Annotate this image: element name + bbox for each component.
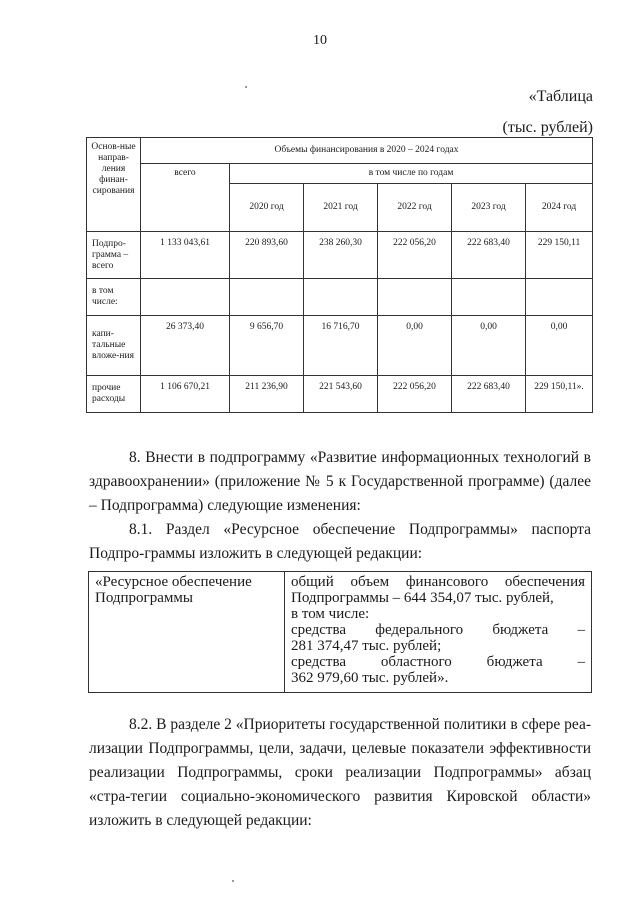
- cell-value: [526, 279, 593, 316]
- cell-value: [378, 279, 452, 316]
- cell-value: 220 893,60: [230, 232, 304, 279]
- scan-speck: [232, 880, 234, 882]
- table-row: [87, 376, 593, 413]
- year-header: 2020 год: [230, 184, 304, 232]
- cell-value: 222 056,20: [378, 376, 452, 413]
- cell-value: 211 236,90: [230, 376, 304, 413]
- financing-table: [86, 137, 593, 413]
- row-label: Подпро-грамма – всего: [87, 232, 141, 279]
- total-header: всего: [141, 164, 230, 232]
- cell-total: 1 133 043,61: [141, 232, 230, 279]
- cell-total: 1 106 670,21: [141, 376, 230, 413]
- table-row: [87, 232, 593, 279]
- row-label: в том числе:: [87, 279, 141, 316]
- cell-value: 238 260,30: [304, 232, 378, 279]
- cell-value: 222 056,20: [378, 232, 452, 279]
- row-label: капи-тальные вложе-ния: [87, 316, 141, 376]
- table-row: [87, 279, 593, 316]
- paragraph-8-1: 8.1. Раздел «Ресурсное обеспечение Подпрограммы» паспорта Подпро-граммы изложить в следующей редакции:: [89, 521, 591, 562]
- page-number: 10: [313, 33, 327, 48]
- year-header: 2021 год: [304, 184, 378, 232]
- cell-value: 229 150,11».: [526, 376, 593, 413]
- cell-value: [452, 279, 526, 316]
- group-header: Объемы финансирования в 2020 – 2024 годах: [141, 138, 593, 164]
- resource-left-cell: «Ресурсное обеспечение Подпрограммы: [89, 572, 285, 693]
- year-header: 2023 год: [452, 184, 526, 232]
- cell-value: 222 683,40: [452, 232, 526, 279]
- row-label: прочие расходы: [87, 376, 141, 413]
- resource-line: в том числе:: [291, 606, 370, 622]
- resource-line: 281 374,47 тыс. рублей;: [291, 638, 442, 654]
- table-row: [87, 316, 593, 376]
- cell-value: 221 543,60: [304, 376, 378, 413]
- cell-total: [141, 279, 230, 316]
- cell-value: 0,00: [378, 316, 452, 376]
- resource-line: 362 979,60 тыс. рублей».: [291, 670, 449, 686]
- resource-line: общий объем финансового обеспечения Подпрограммы – 644 354,07 тыс. рублей,: [291, 574, 585, 606]
- cell-value: 222 683,40: [452, 376, 526, 413]
- cell-value: 16 716,70: [304, 316, 378, 376]
- cell-value: 0,00: [452, 316, 526, 376]
- cell-value: 0,00: [526, 316, 593, 376]
- cell-value: 9 656,70: [230, 316, 304, 376]
- cell-total: 26 373,40: [141, 316, 230, 376]
- resource-right-cell: [285, 572, 592, 693]
- cell-value: 229 150,11: [526, 232, 593, 279]
- scan-speck: [245, 86, 247, 88]
- resource-table: [88, 571, 592, 693]
- cell-value: [304, 279, 378, 316]
- paragraph-8: 8. Внести в подпрограмму «Развитие информационных технологий в здравоохранении» (приложение № 5 к Государственной программе) (далее – Подпрограмма) следующие изменения:: [89, 449, 591, 514]
- sub-group-header: в том числе по годам: [230, 164, 593, 184]
- paragraph-8-2: 8.2. В разделе 2 «Приоритеты государственной политики в сфере реа-лизации Подпрограммы, цели, задачи, целевые показатели эффективности реализации Подпрограммы, сроки реализации Подпрограммы» абзац «стра-тегии социально-экономического развития Кировской области» изложить в следующей редакции:: [89, 716, 591, 829]
- col-header-directions: Основ-ные направ-ления финан-сирования: [87, 138, 141, 232]
- resource-line: средства федерального бюджета –: [291, 622, 585, 638]
- year-header: 2022 год: [378, 184, 452, 232]
- year-header: 2024 год: [526, 184, 593, 232]
- table-units: (тыс. рублей): [502, 119, 593, 136]
- table-title: «Таблица: [528, 88, 593, 105]
- resource-line: средства областного бюджета –: [291, 654, 585, 670]
- cell-value: [230, 279, 304, 316]
